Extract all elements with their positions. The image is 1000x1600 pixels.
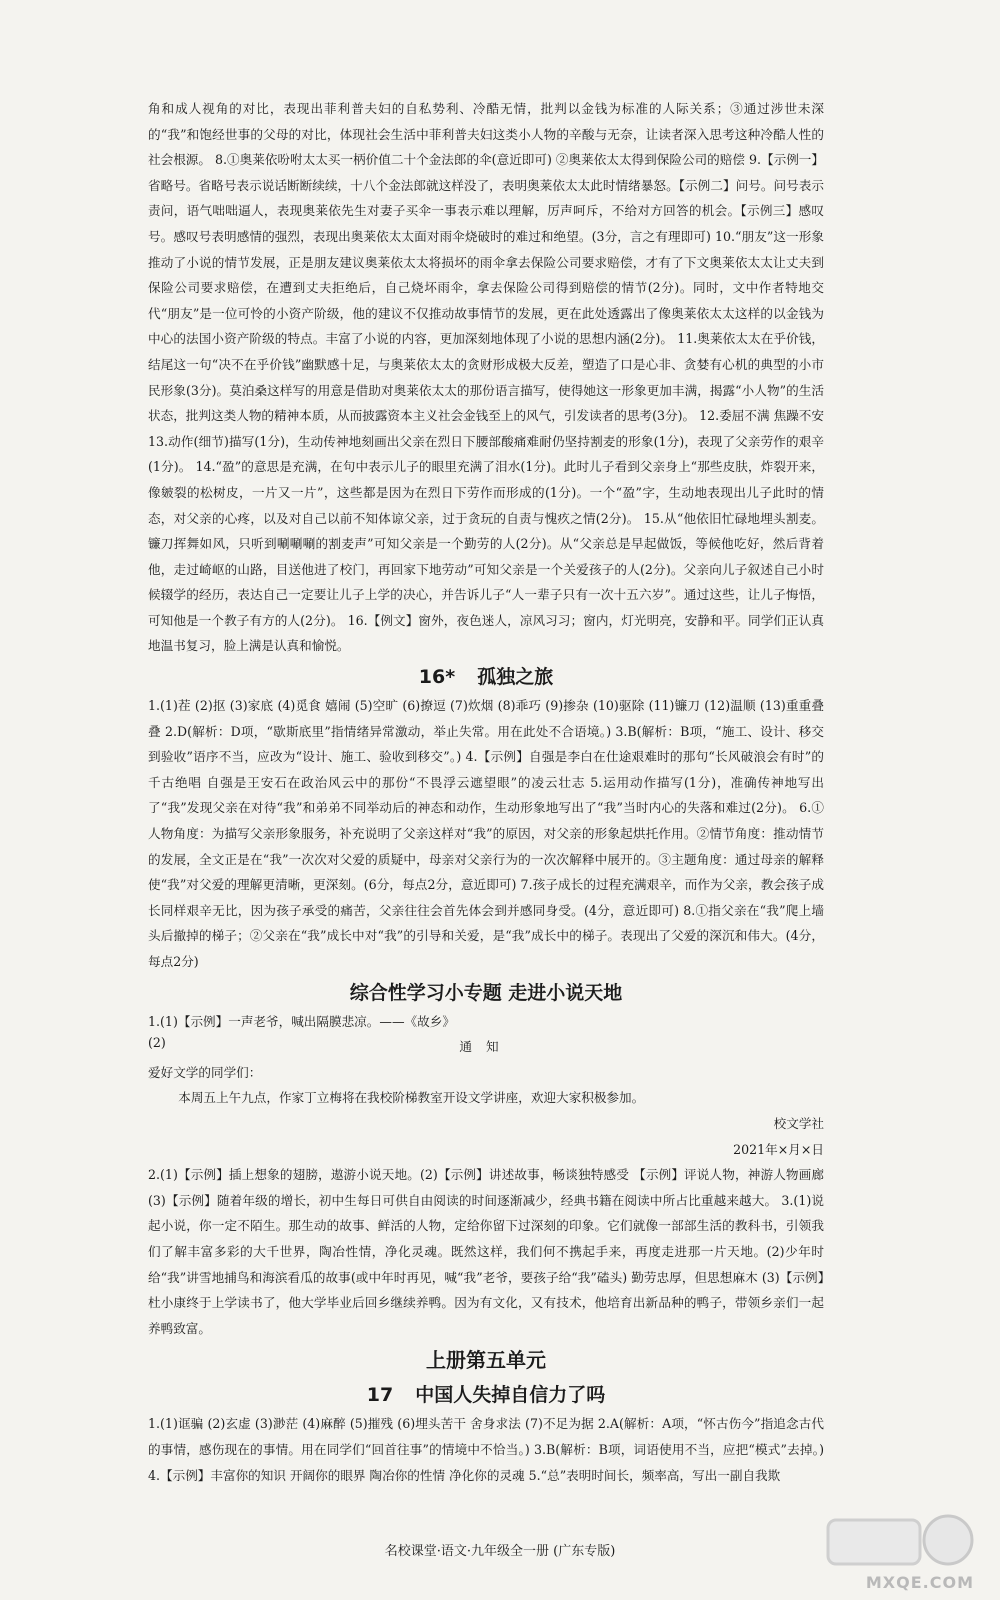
answer-paragraph-16: 1.(1)茬 (2)抠 (3)家底 (4)觅食 嬉闹 (5)空旷 (6)撩逗 (7)炊烟 (8)乖巧 (9)掺杂 (10)驱除 (11)镰刀 (12)温顺 (13)重重叠叠 2.D(解析：D项，“歇斯底里”指情绪异常激动，举止失常。用在此处不合语境。) 3.B(解析：B项，“施工、设计、移交到验收”语序不当，应改为“设计、施工、验收到移交”。) 4.【示例】自强是李白在仕途艰难时的那句“长风破浪会有时”的千古绝唱 自强是王安石在政治风云中的那份“不畏浮云遮望眼”的凌云壮志 5.运用动作描写(1分)，准确传神地写出了“我”发现父亲在对待“我”和弟弟不同举动后的神态和动作，生动形象地写出了“我”当时内心的失落和难过(2分)。 6.①人物角度：为描写父亲形象服务，补充说明了父亲这样对“我”的原因，对父亲的形象起烘托作用。②情节角度：推动情节的发展，全文正是在“我”一次次对父爱的质疑中，母亲对父亲行为的一次次解释中展开的。③主题角度：通过母亲的解释使“我”对父爱的理解更清晰，更深刻。(6分，每点2分，意近即可) 7.孩子成长的过程充满艰辛，而作为父亲，教会孩子成长同样艰辛无比，因为孩子承受的痛苦，父亲往往会首先体会到并感同身受。(4分，意近即可) 8.①指父亲在“我”爬上墙头后撤掉的梯子；②父亲在“我”成长中对“我”的引导和关爱，是“我”成长中的梯子。表现出了父爱的深沉和伟大。(4分，每点2分) xyxy=(148,698,824,969)
answer-page xyxy=(148,96,824,1488)
unit-heading: 上册第五单元 xyxy=(426,1348,546,1373)
notice-body: 本周五上午九点，作家丁立梅将在我校阶梯教室开设文学讲座，欢迎大家积极参加。 xyxy=(178,1090,645,1106)
answer-paragraph-topic: 2.(1)【示例】插上想象的翅膀，遨游小说天地。(2)【示例】讲述故事，畅谈独特感受 【示例】评说人物，神游人物画廊 (3)【示例】随着年级的增长，初中生每日可供自由阅读的时间逐渐减少，经典书籍在阅读中所占比重越来越大。 3.(1)说起小说，你一定不陌生。那生动的故事、鲜活的人物，定给你留下过深刻的印象。它们就像一部部生活的教科书，引领我们了解丰富多彩的大千世界，陶冶性情，净化灵魂。既然这样，我们何不携起手来，再度走进那一片天地。(2)少年时给“我”讲雪地捕鸟和海滨看瓜的故事(或中年时再见，喊“我”老爷，要孩子给“我”磕头) 勤劳忠厚，但思想麻木 (3)【示例】杜小康终于上学读书了，他大学毕业后回乡继续养鸭。因为有文化，又有技术，他培育出新品种的鸭子，带领乡亲们一起养鸭致富。 xyxy=(148,1167,824,1336)
notice-date: 2021年×月×日 xyxy=(733,1141,824,1157)
answer-line: 1.(1)【示例】一声老爷，喊出隔膜悲凉。——《故乡》 xyxy=(148,1013,455,1029)
topic-heading: 综合性学习小专题 走进小说天地 xyxy=(349,981,623,1004)
lesson-title: 孤独之旅 xyxy=(477,666,554,689)
notice-title: 通知 xyxy=(459,1039,513,1055)
lesson-title: 中国人失掉自信力了吗 xyxy=(415,1384,606,1407)
watermark-text: MXQE.COM xyxy=(865,1573,974,1592)
lesson-16-heading xyxy=(148,661,824,693)
notice-greeting: 爱好文学的同学们： xyxy=(148,1064,262,1080)
notice-signature: 校文学社 xyxy=(773,1115,824,1131)
lesson-number: 16* xyxy=(418,666,456,689)
lesson-17-heading xyxy=(148,1379,824,1411)
answer-line-num: (2) xyxy=(148,1035,166,1051)
answer-paragraph-15: 角和成人视角的对比，表现出菲利普夫妇的自私势利、冷酷无情，批判以金钱为标准的人际关系；③通过涉世未深的“我”和饱经世事的父母的对比，体现社会生活中菲利普夫妇这类小人物的辛酸与无奈，让读者深入思考这种冷酷人性的社会根源。 8.①奥莱依吩咐太太买一柄价值二十个金法郎的伞(意近即可) ②奥莱依太太得到保险公司的赔偿 9.【示例一】省略号。省略号表示说话断断续续，十八个金法郎就这样没了，表明奥莱依太太此时情绪暴怒。【示例二】问号。问号表示责问，语气咄咄逼人，表现奥莱依先生对妻子买伞一事表示难以理解，厉声呵斥，不给对方回答的机会。【示例三】感叹号。感叹号表明感情的强烈，表现出奥莱依太太面对雨伞烧破时的难过和绝望。(3分，言之有理即可) 10.“朋友”这一形象推动了小说的情节发展，正是朋友建议奥莱依太太将损坏的雨伞拿去保险公司要求赔偿，才有了下文奥莱依太太让丈夫到保险公司要求赔偿，在遭到丈夫拒绝后，自己烧坏雨伞，拿去保险公司得到赔偿的情节(2分)。同时，文中作者特地交代“朋友”是一位可怜的小资产阶级，他的建议不仅推动故事情节的发展，更在此处透露出了像奥莱依太太这样的以金钱为中心的法国小资产阶级的特点。丰富了小说的内容，更加深刻地体现了小说的思想内涵(2分)。 11.奥莱依太太在乎价钱，结尾这一句“决不在乎价钱”幽默感十足，与奥莱依太太的贪财形成极大反差，塑造了口是心非、贪婪有心机的典型的小市民形象(3分)。莫泊桑这样写的用意是借助对奥莱依太太的那份语言描写，使得她这一形象更加丰满，揭露“小人物”的生活状态，批判这类人物的精神本质，从而披露资本主义社会金钱至上的风气，引发读者的思考(3分)。 12.委屈不满 焦躁不安 13.动作(细节)描写(1分)，生动传神地刻画出父亲在烈日下腰部酸痛难耐仍坚持割麦的形象(1分)，表现了父亲劳作的艰辛(1分)。 14.“盈”的意思是充满，在句中表示儿子的眼里充满了泪水(1分)。此时儿子看到父亲身上“那些皮肤，炸裂开来，像皴裂的松树皮，一片又一片”，这些都是因为在烈日下劳作而形成的(1分)。一个“盈”字，生动地表现出儿子此时的情态，对父亲的心疼，以及对自己以前不知体谅父亲，过于贪玩的自责与愧疚之情(2分)。 15.从“他依旧忙碌地埋头割麦。镰刀挥舞如风，只听到唰唰唰的割麦声”可知父亲是一个勤劳的人(2分)。从“父亲总是早起做饭，等候他吃好，然后背着他，走过崎岖的山路，目送他进了校门，再回家下地劳动”可知父亲是一个关爱孩子的人(2分)。父亲向儿子叙述自己小时候辍学的经历，表达自己一定要让儿子上学的决心，并告诉儿子“人一辈子只有一次十五六岁”。通过这些，让儿子悔悟，可知他是一个教子有方的人(2分)。 16.【例文】窗外，夜色迷人，凉风习习；窗内，灯光明亮，安静和平。同学们正认真地温书复习，脸上满是认真和愉悦。 xyxy=(148,101,824,654)
lesson-number: 17 xyxy=(366,1384,394,1407)
answer-paragraph-17: 1.(1)诓骗 (2)玄虚 (3)渺茫 (4)麻醉 (5)摧残 (6)埋头苦干 舍身求法 (7)不足为据 2.A(解析：A项，“怀古伤今”指追念古代的事情，感伤现在的事情。用在同学们“回首往事”的情境中不恰当。) 3.B(解析：B项，词语使用不当，应把“模式”去掉。) 4.【示例】丰富你的知识 开阔你的眼界 陶冶你的性情 净化你的灵魂 5.“总”表明时间长，频率高，写出一副自我欺 xyxy=(148,1416,824,1483)
page-footer: 名校课堂·语文·九年级全一册 (广东专版) xyxy=(384,1544,616,1559)
